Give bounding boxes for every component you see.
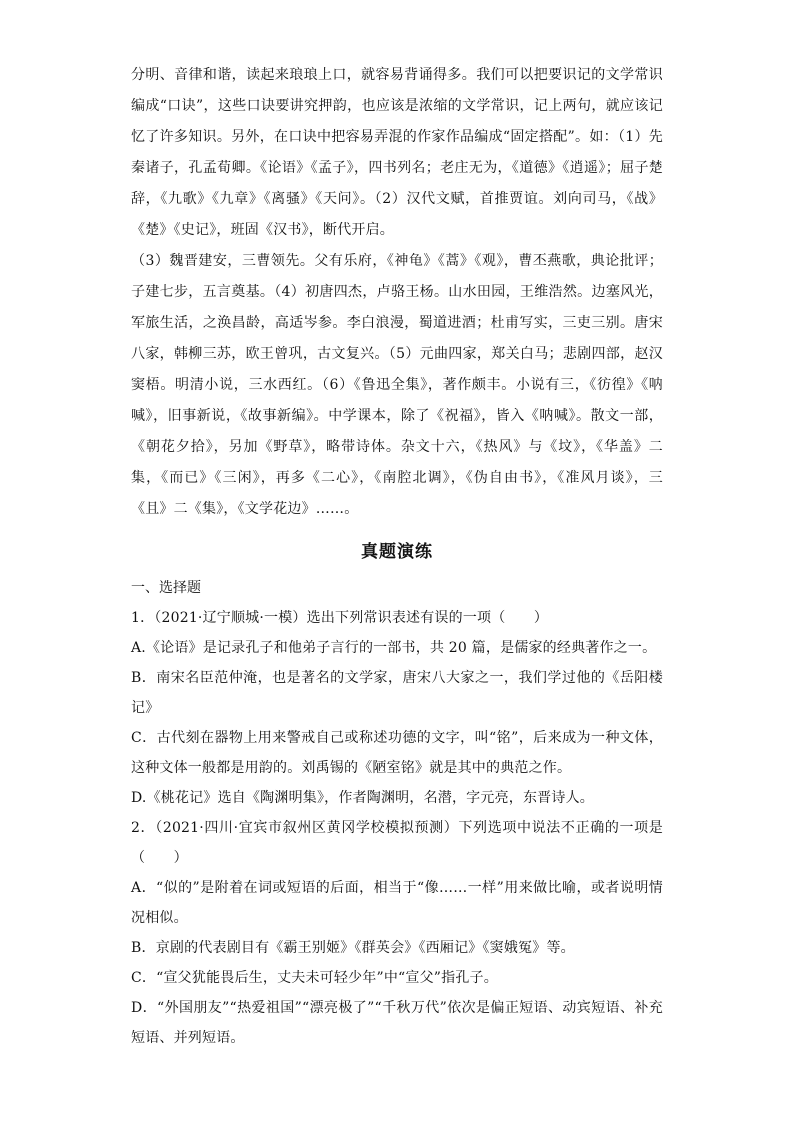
intro-paragraph-2: （3）魏晋建安，三曹领先。父有乐府，《神龟》《蒿》《观》，曹丕燕歌，典论批评；子建七步，五言奠基。（4）初唐四杰，卢骆王杨。山水田园，王维浩然。边塞风光，军旅生活，之涣昌龄，高适岑参。李白浪漫，蜀道进酒；杜甫写实，三吏三别。唐宋八家，韩柳三苏，欧王曾巩，古文复兴。（5）元曲四家，郑关白马；悲剧四部，赵汉窦梧。明清小说，三水西红。（6）《鲁迅全集》，著作颇丰。小说有三，《彷徨》《呐喊》，旧事新说，《故事新编》。中学课本，除了《祝福》，皆入《呐喊》。散文一部，《朝花夕拾》，另加《野草》，略带诗体。杂文十六，《热风》与《坟》，《华盖》二集，《而已》《三闲》，再多《二心》，《南腔北调》，《伪自由书》，《准风月谈》，三《且》二《集》，《文学花边》……。 [131, 253, 663, 517]
question-2-option-b: B．京剧的代表剧目有《霸王别姬》《群英会》《西厢记》《窦娥冤》等。 [131, 940, 575, 956]
question-2-option-a: A．“似的”是附着在词或短语的后面，相当于“像……一样”用来做比喻，或者说明情况相似。 [131, 880, 663, 926]
question-2-option-d: D．“外国朋友”“热爱祖国”“漂亮极了”“千秋万代”依次是偏正短语、动宾短语、补充短语、并列短语。 [131, 1000, 663, 1046]
section-title: 真题演练 [361, 542, 433, 562]
question-1-option-c: C．古代刻在器物上用来警戒自己或称述功德的文字，叫“铭”，后来成为一种文体，这种文体一般都是用韵的。刘禹锡的《陋室铭》就是其中的典范之作。 [131, 730, 663, 776]
question-1-option-b: B．南宋名臣范仲淹，也是著名的文学家，唐宋八大家之一，我们学过他的《岳阳楼记》 [131, 670, 663, 716]
page-content [131, 60, 663, 1053]
intro-paragraph-1: 分明、音律和谐，读起来琅琅上口，就容易背诵得多。我们可以把要识记的文学常识编成“口诀”，这些口诀要讲究押韵，也应该是浓缩的文学常识，记上两句，就应该记忆了许多知识。另外，在口诀中把容易弄混的作家作品编成“固定搭配”。如：（1）先秦诸子，孔孟荀卿。《论语》《孟子》，四书列名；老庄无为，《道德》《逍遥》；屈子楚辞，《九歌》《九章》《离骚》《天问》。（2）汉代文赋，首推贾谊。刘向司马，《战》《楚》《史记》，班固《汉书》，断代开启。 [131, 67, 663, 238]
question-1-stem: 1．（2021·辽宁顺城·一模）选出下列常识表述有误的一项（ ） [131, 610, 549, 626]
question-2-stem: 2．（2021·四川·宜宾市叙州区黄冈学校模拟预测）下列选项中说法不正确的一项是（ ） [131, 820, 663, 866]
question-1 [131, 603, 663, 813]
question-1-option-d: D.《桃花记》选自《陶渊明集》，作者陶渊明，名潜，字元亮，东晋诗人。 [131, 790, 594, 806]
question-1-option-a: A.《论语》是记录孔子和他弟子言行的一部书，共 20 篇，是儒家的经典著作之一。 [131, 640, 657, 656]
question-2 [131, 813, 663, 1053]
question-2-option-c: C．“宣父犹能畏后生，丈夫未可轻少年”中“宣父”指孔子。 [131, 970, 498, 986]
question-type-heading: 一、选择题 [131, 580, 201, 596]
